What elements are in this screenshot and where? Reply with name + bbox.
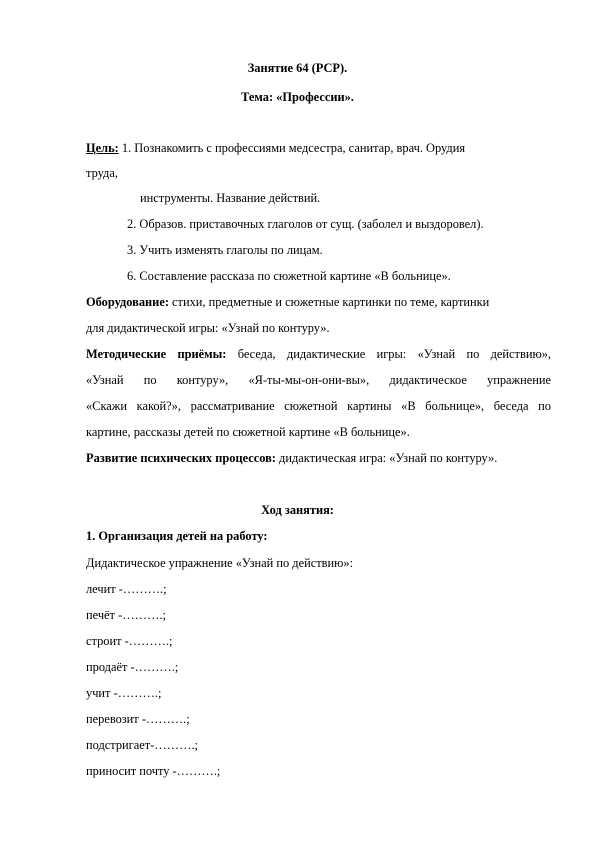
development-line xyxy=(86,450,497,466)
methods-label: Методические приёмы: xyxy=(86,347,227,361)
topic-title: Тема: «Профессии». xyxy=(241,90,354,104)
lesson-title: Занятие 64 (РСР). xyxy=(247,61,348,75)
methods-line-3: «Скажи какой?», рассматривание сюжетной картины «В больнице», беседа по xyxy=(86,399,551,413)
goal-item-6: 6. Составление рассказа по сюжетной картине «В больнице». xyxy=(127,269,451,283)
methods-line-1 xyxy=(86,346,551,362)
exercise-title: Дидактическое упражнение «Узнай по действию»: xyxy=(86,556,354,570)
goal-line-2: труда, xyxy=(86,166,118,180)
goal-line-1 xyxy=(86,140,465,156)
goal-line-3: инструменты. Название действий. xyxy=(140,191,321,205)
equipment-text-1: стихи, предметные и сюжетные картинки по теме, картинки xyxy=(168,295,490,309)
methods-text-1: беседа, дидактические игры: «Узнай по действию», xyxy=(226,347,552,361)
list-item: продаёт -……….; xyxy=(86,660,179,674)
section-1-title: 1. Организация детей на работу: xyxy=(86,529,268,543)
list-item: учит -……….; xyxy=(86,686,162,700)
goal-text-1: 1. Познакомить с профессиями медсестра, санитар, врач. Орудия xyxy=(118,141,466,155)
equipment-line-2: для дидактической игры: «Узнай по контуру». xyxy=(86,321,330,335)
methods-line-4: картине, рассказы детей по сюжетной картине «В больнице». xyxy=(86,425,410,439)
development-label: Развитие психических процессов: xyxy=(86,451,276,465)
list-item: приносит почту -……….; xyxy=(86,764,221,778)
equipment-line-1 xyxy=(86,294,489,310)
development-text: дидактическая игра: «Узнай по контуру». xyxy=(275,451,498,465)
list-item: перевозит -……….; xyxy=(86,712,190,726)
equipment-label: Оборудование: xyxy=(86,295,169,309)
methods-line-2: «Узнай по контуру», «Я-ты-мы-он-они-вы», дидактическое упражнение xyxy=(86,373,551,387)
goal-item-2: 2. Образов. приставочных глаголов от сущ. (заболел и выздоровел). xyxy=(127,217,484,231)
course-title: Ход занятия: xyxy=(261,503,334,517)
list-item: печёт -……….; xyxy=(86,608,166,622)
goal-item-3: 3. Учить изменять глаголы по лицам. xyxy=(127,243,323,257)
goal-label: Цель: xyxy=(86,141,119,155)
list-item: лечит -……….; xyxy=(86,582,167,596)
list-item: строит -……….; xyxy=(86,634,173,648)
list-item: подстригает-……….; xyxy=(86,738,198,752)
